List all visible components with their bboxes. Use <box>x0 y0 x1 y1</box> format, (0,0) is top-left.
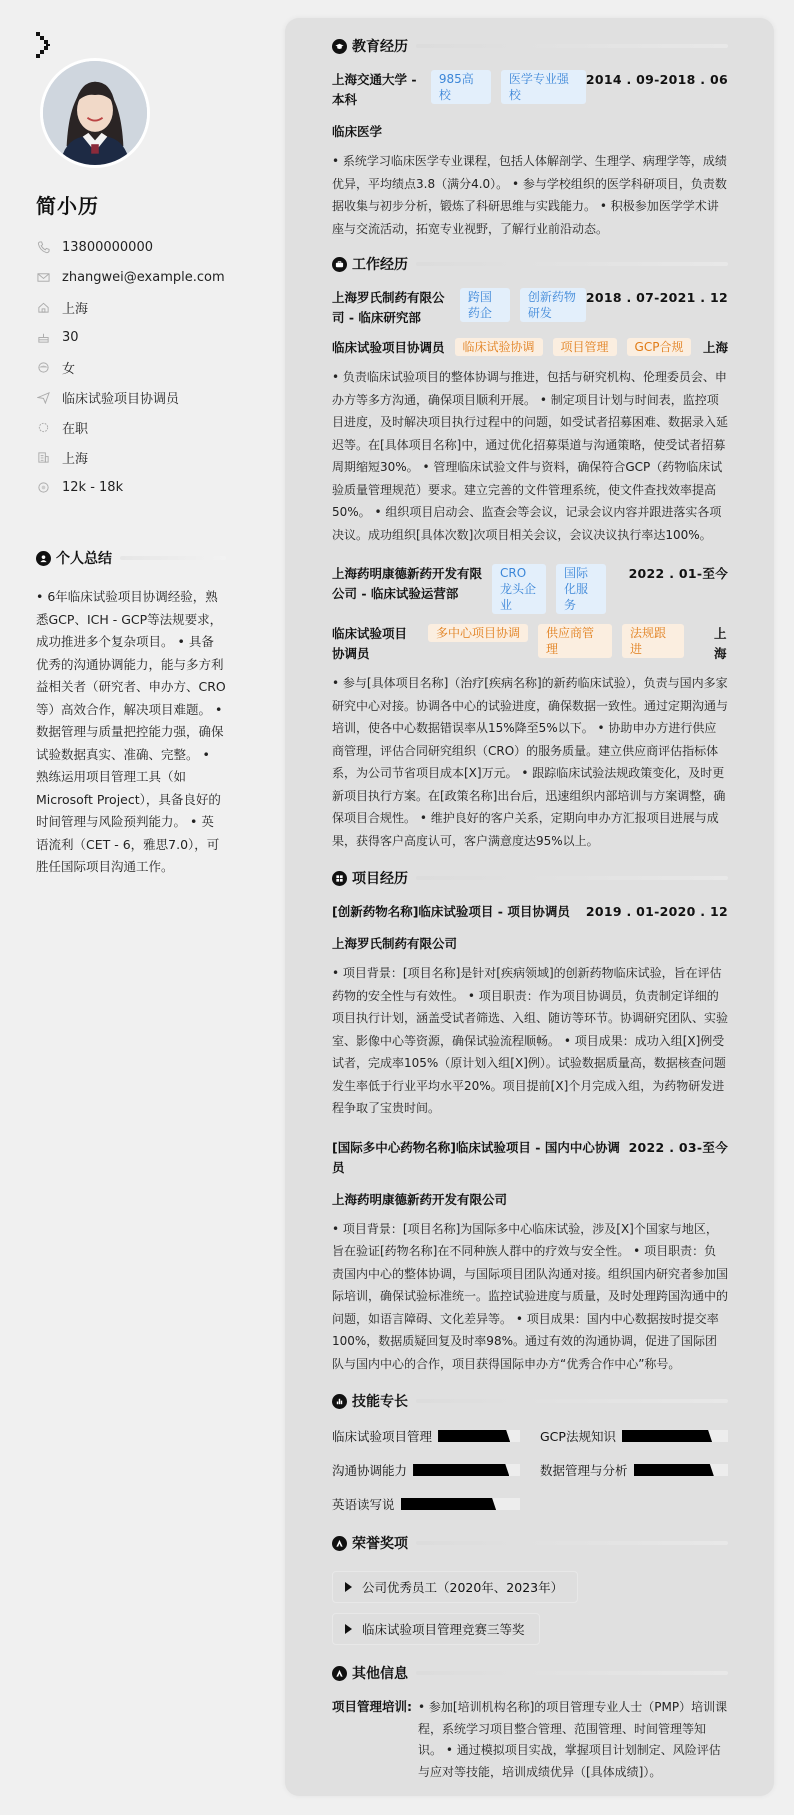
project-company: 上海药明康德新药开发有限公司 <box>332 1191 508 1207</box>
section-divider <box>416 44 728 48</box>
skill-item: 英语读写说 <box>332 1493 520 1515</box>
section-divider <box>416 262 728 266</box>
project-entry <box>332 902 728 1120</box>
section-divider <box>416 1541 728 1545</box>
send-icon <box>36 390 50 404</box>
company-tag: 国际化服务 <box>556 564 606 614</box>
project-name: [国际多中心药物名称]临床试验项目 - 国内中心协调员 <box>332 1139 620 1175</box>
candidate-name: 简小历 <box>36 194 99 218</box>
section-header: 技能专长 <box>332 1391 728 1411</box>
skill-bar <box>438 1430 520 1442</box>
skill-bar <box>634 1464 728 1476</box>
skill-item: 临床试验项目管理 <box>332 1425 520 1447</box>
other-info-section <box>332 1663 728 1783</box>
work-description: • 负责临床试验项目的整体协调与推进，包括与研究机构、伦理委员会、申办方等多方沟通，确保项目顺利开展。 • 制定项目计划与时间表，监控项目进度，及时解决项目执行过程中的问题，如受试者招募困难、数据录入延迟等。在[具体项目名称]中，通过优化招募渠道与沟通策略，使受试者招募周期缩短30%。 • 管理临床试验文件与资料，确保符合GCP（药物临床试验质量管理规范）要求。建立完善的文件管理系统，使文件查找效率提高50%。 • 组织项目启动会、监查会等会议，记录会议内容并跟进落实各项决议。成功组织[具体次数]次项目相关会议，会议决议执行率达100%。 <box>332 370 729 542</box>
info-email: zhangwei@example.com <box>36 262 225 292</box>
project-company: 上海罗氏制药有限公司 <box>332 936 458 951</box>
home-icon <box>36 300 50 314</box>
briefcase-icon <box>332 257 347 272</box>
section-header: 项目经历 <box>332 868 728 888</box>
company-name: 上海药明康德新药开发有限公司 - 临床试验运营部 <box>332 566 483 601</box>
skills-grid <box>332 1425 728 1515</box>
skill-tag: 项目管理 <box>553 338 617 356</box>
section-header: 荣誉奖项 <box>332 1533 728 1553</box>
company-tag: 跨国药企 <box>460 288 510 322</box>
other-info-label: 项目管理培训: <box>332 1699 412 1714</box>
info-icon <box>332 1666 347 1681</box>
awards-section <box>332 1533 728 1645</box>
user-icon <box>36 551 51 566</box>
info-salary: 12k - 18k <box>36 472 225 502</box>
work-date: 2018 . 07-2021 . 12 <box>585 290 728 305</box>
project-date: 2022 . 03-至今 <box>628 1139 728 1155</box>
building-icon <box>36 450 50 464</box>
major: 临床医学 <box>332 124 383 139</box>
triangle-bullet-icon <box>345 1582 352 1592</box>
resume-main <box>332 36 728 1793</box>
skill-tag: 法规跟进 <box>622 624 684 658</box>
section-header: 个人总结 <box>36 548 226 568</box>
work-section <box>332 254 728 852</box>
skill-item: GCP法规知识 <box>540 1425 728 1447</box>
avatar <box>40 58 150 168</box>
grid-icon <box>332 871 347 886</box>
school-tag: 985高校 <box>431 70 491 104</box>
company-tag: 创新药物研发 <box>520 288 586 322</box>
section-divider <box>120 556 226 560</box>
project-name: [创新药物名称]临床试验项目 - 项目协调员 <box>332 904 570 919</box>
skill-item: 数据管理与分析 <box>540 1459 728 1481</box>
info-phone: 13800000000 <box>36 232 225 262</box>
skill-tag: 供应商管理 <box>538 624 612 658</box>
contact-info-list <box>36 232 225 502</box>
cake-icon <box>36 330 50 344</box>
info-work-city: 上海 <box>36 442 225 472</box>
award-item: 公司优秀员工（2020年、2023年） <box>332 1571 578 1603</box>
section-divider <box>416 1671 728 1675</box>
info-city: 上海 <box>36 292 225 322</box>
graduation-cap-icon <box>332 39 347 54</box>
bar-chart-icon <box>332 1394 347 1409</box>
skill-tag: GCP合规 <box>627 338 692 356</box>
education-date: 2014 . 09-2018 . 06 <box>585 72 728 87</box>
work-entry <box>332 564 728 852</box>
job-role: 临床试验项目协调员 <box>332 626 408 661</box>
projects-section <box>332 868 728 1375</box>
award-item: 临床试验项目管理竞赛三等奖 <box>332 1613 540 1645</box>
salary-icon <box>36 480 50 494</box>
info-status: 在职 <box>36 412 225 442</box>
education-section <box>332 36 728 240</box>
mail-icon <box>36 270 50 284</box>
skills-section <box>332 1391 728 1515</box>
project-entry <box>332 1138 728 1376</box>
summary-text: • 6年临床试验项目协调经验，熟悉GCP、ICH - GCP等法规要求，成功推进多个复杂项目。 • 具备优秀的沟通协调能力，能与多方利益相关者（研究者、申办方、CRO等）高效合作，解决项目难题。 • 数据管理与质量把控能力强，确保试验数据真实、准确、完整。 • 熟练运用项目管理工具（如Microsoft Project），具备良好的时间管理与风险预判能力。 • 英语流利（CET - 6，雅思7.0），可胜任国际项目沟通工作。 <box>36 589 226 874</box>
skill-item: 沟通协调能力 <box>332 1459 520 1481</box>
section-divider <box>416 876 728 880</box>
section-divider <box>416 1399 728 1403</box>
work-entry <box>332 288 728 546</box>
skill-bar <box>401 1498 520 1510</box>
company-tag: CRO龙头企业 <box>492 564 546 614</box>
work-description: • 参与[具体项目名称]（治疗[疾病名称]的新药临床试验），负责与国内多家研究中心对接。协调各中心的试验进度，确保数据一致性。通过定期沟通与培训，使各中心数据错误率从15%降至5%以下。 • 协助申办方进行供应商管理，评估合同研究组织（CRO）的服务质量。建立供应商评估指标体系，为公司节省项目成本[X]万元。 • 跟踪临床试验法规政策变化，及时更新项目执行方案。在[政策名称]出台后，迅速组织内部培训与方案调整，确保项目合规性。 • 维护良好的客户关系，定期向申办方汇报项目进展与成果，获得客户高度认可，客户满意度达95%以上。 <box>332 676 729 848</box>
award-icon <box>332 1536 347 1551</box>
gender-icon <box>36 360 50 374</box>
skill-bar <box>413 1464 520 1476</box>
status-icon <box>36 420 50 434</box>
school-name: 上海交通大学 - 本科 <box>332 72 417 107</box>
company-name: 上海罗氏制药有限公司 - 临床研究部 <box>332 290 445 325</box>
skill-bar <box>622 1430 728 1442</box>
section-header: 工作经历 <box>332 254 728 274</box>
project-description: • 项目背景：[项目名称]为国际多中心临床试验，涉及[X]个国家与地区，旨在验证[药物名称]在不同种族人群中的疗效与安全性。 • 项目职责：负责国内中心的整体协调，与国际项目团队沟通对接。组织国内研究者参加国际培训，确保试验标准统一。监控试验进度与质量，及时处理跨国沟通中的问题，如语言障碍、文化差异等。 • 项目成果：国内中心数据按时提交率100%，数据质疑回复及时率98%。通过有效的沟通协调，促进了国际团队与国内中心的合作，项目获得国际申办方“优秀合作中心”称号。 <box>332 1221 729 1371</box>
skill-tag: 临床试验协调 <box>455 338 543 356</box>
info-position: 临床试验项目协调员 <box>36 382 225 412</box>
other-info-text: • 参加[培训机构名称]的项目管理专业人士（PMP）培训课程，系统学习项目整合管理、范围管理、时间管理等知识。 • 通过模拟项目实战，掌握项目计划制定、风险评估与应对等技能，培训成绩优异（[具体成绩]）。 <box>418 1700 728 1779</box>
project-date: 2019 . 01-2020 . 12 <box>585 904 728 919</box>
sidebar <box>0 0 260 1815</box>
job-location: 上海 <box>714 626 727 661</box>
work-date: 2022 . 01-至今 <box>628 566 728 581</box>
education-entry <box>332 70 728 240</box>
section-header: 教育经历 <box>332 36 728 56</box>
job-location: 上海 <box>702 340 728 355</box>
skill-tag: 多中心项目协调 <box>428 624 528 642</box>
triangle-bullet-icon <box>345 1624 352 1634</box>
education-description: • 系统学习临床医学专业课程，包括人体解剖学、生理学、病理学等，成绩优异，平均绩点3.8（满分4.0）。 • 参与学校组织的医学科研项目，负责数据收集与初步分析，锻炼了科研思维与实践能力。 • 积极参加医学学术讲座与交流活动，拓宽专业视野，了解行业前沿动态。 <box>332 154 727 236</box>
job-role: 临床试验项目协调员 <box>332 340 445 355</box>
logo-chevron-icon <box>34 30 52 60</box>
school-tag: 医学专业强校 <box>501 70 586 104</box>
info-gender: 女 <box>36 352 225 382</box>
section-header: 其他信息 <box>332 1663 728 1683</box>
other-info-item <box>332 1697 728 1783</box>
phone-icon <box>36 240 50 254</box>
project-description: • 项目背景：[项目名称]是针对[疾病领域]的创新药物临床试验，旨在评估药物的安全性与有效性。 • 项目职责：作为项目协调员，负责制定详细的项目执行计划，涵盖受试者筛选、入组、随访等环节。协调研究团队、实验室、影像中心等资源，确保试验流程顺畅。 • 项目成果：成功入组[X]例受试者，完成率105%（原计划入组[X]例）。试验数据质量高，数据核查问题发生率低于行业平均水平20%。项目提前[X]个月完成入组，为药物研发进程争取了宝贵时间。 <box>332 966 729 1115</box>
info-age: 30 <box>36 322 225 352</box>
personal-summary-section <box>36 548 226 879</box>
